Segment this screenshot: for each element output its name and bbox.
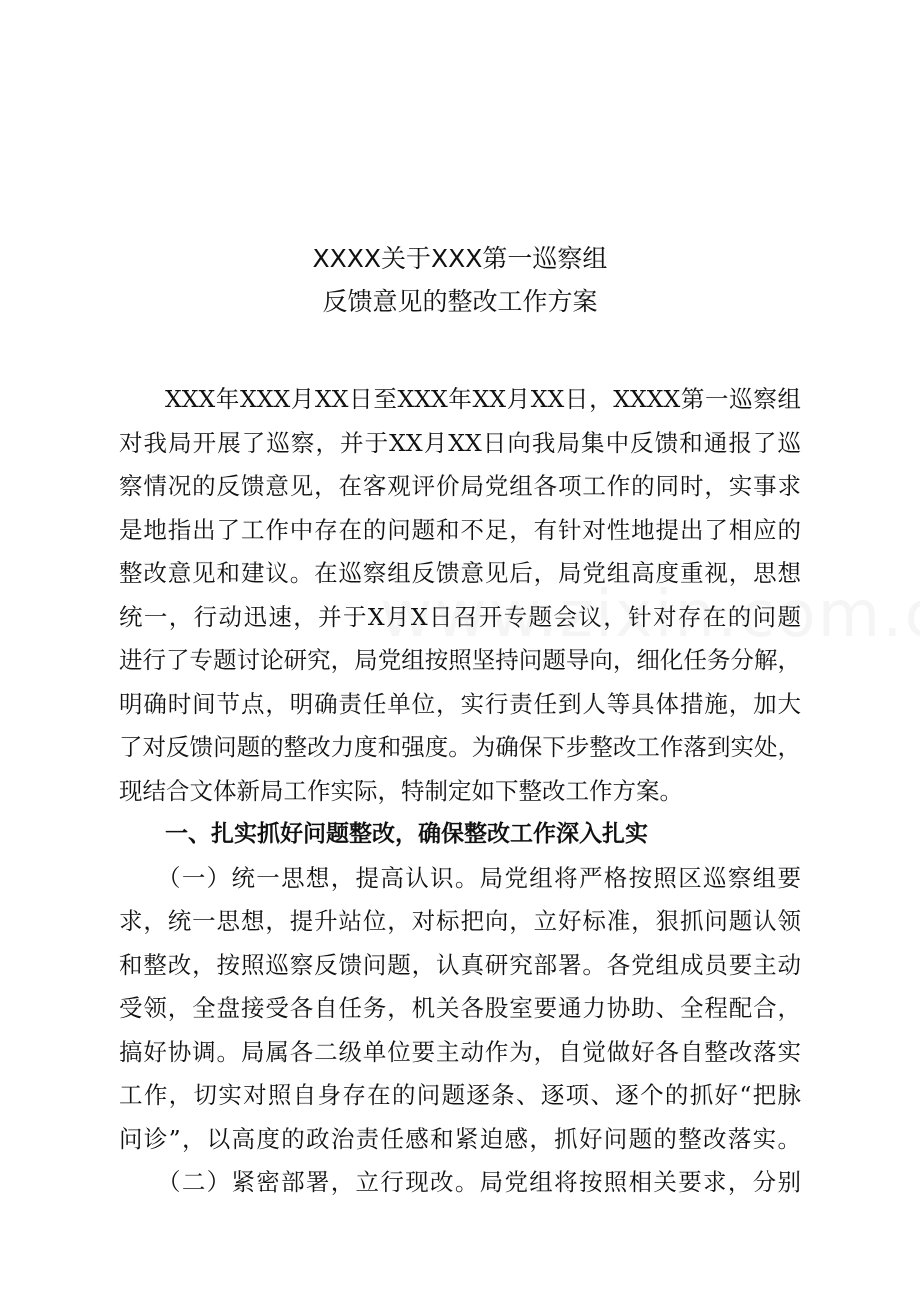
body-line: 搞好协调。局属各二级单位要主动作为，自觉做好各自整改落实: [119, 1037, 801, 1066]
body-line: XXX年XXX月XX日至XXX年XX月XX日，XXXX第一巡察组: [165, 385, 801, 413]
section-heading: 一、扎实抓好问题整改，确保整改工作深入扎实: [165, 821, 648, 847]
body-line: 问诊”，以高度的政治责任感和紧迫感，抓好问题的整改落实。: [119, 1124, 801, 1153]
document-title-line-2: 反馈意见的整改工作方案: [322, 287, 598, 316]
body-line: 现结合文体新局工作实际，特制定如下整改工作方案。: [119, 776, 683, 805]
body-line: 工作，切实对照自身存在的问题逐条、逐项、逐个的抓好“把脉: [119, 1081, 801, 1109]
body-line: 对我局开展了巡察，并于XX月XX日向我局集中反馈和通报了巡: [119, 428, 801, 457]
body-line: 察情况的反馈意见，在客观评价局党组各项工作的同时，实事求: [119, 472, 801, 500]
body-line: 统一，行动迅速，并于X月X日召开专题会议，针对存在的问题: [119, 602, 801, 631]
body-line: （二）紧密部署，立行现改。局党组将按照相关要求，分别: [157, 1168, 801, 1196]
body-line: 是地指出了工作中存在的问题和不足，有针对性地提出了相应的: [119, 515, 801, 544]
document-title-line-1: XXXX关于XXX第一巡察组: [312, 244, 608, 273]
body-line: 和整改，按照巡察反馈问题，认真研究部署。各党组成员要主动: [119, 950, 801, 979]
body-line: 求，统一思想，提升站位，对标把向，立好标准，狠抓问题认领: [119, 907, 801, 935]
body-line: 了对反馈问题的整改力度和强度。为确保下步整改工作落到实处，: [119, 733, 801, 761]
body-line: 进行了专题讨论研究，局党组按照坚持问题导向，细化任务分解，: [119, 646, 801, 674]
document-body: [119, 378, 801, 1205]
body-line: （一）统一思想，提高认识。局党组将严格按照区巡察组要: [157, 863, 801, 892]
body-line: 明确时间节点，明确责任单位，实行责任到人等具体措施，加大: [119, 689, 801, 718]
body-line: 整改意见和建议。在巡察组反馈意见后，局党组高度重视，思想: [119, 559, 801, 587]
body-line: 受领，全盘接受各自任务，机关各股室要通力协助、全程配合，: [119, 994, 801, 1022]
